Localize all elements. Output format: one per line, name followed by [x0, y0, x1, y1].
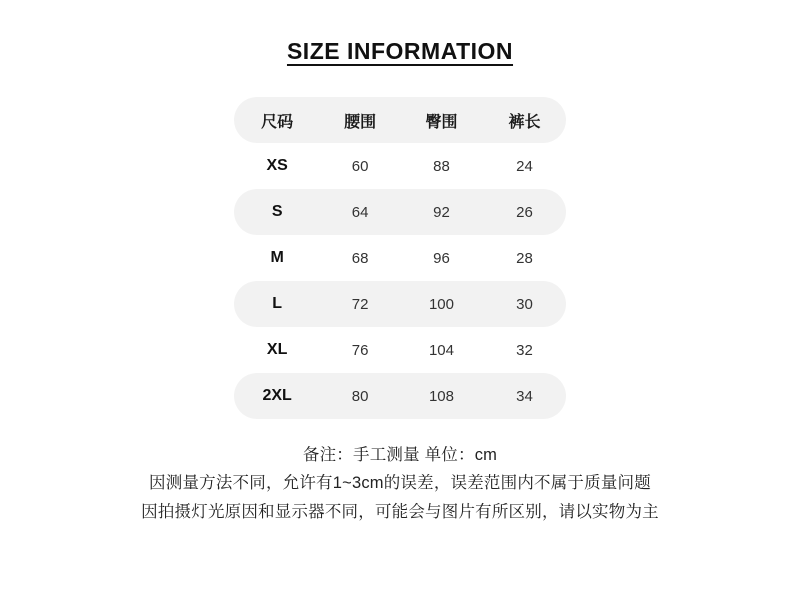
cell-hip: 88 — [433, 157, 450, 175]
table-header-row — [234, 97, 566, 143]
cell-size: XS — [266, 157, 288, 174]
cell-waist: 76 — [351, 341, 369, 359]
size-table-container — [234, 97, 566, 419]
cell-length: 32 — [516, 341, 533, 359]
column-header-hip: 臀围 — [425, 113, 458, 131]
cell-size: 2XL — [262, 387, 292, 404]
cell-size: XL — [266, 341, 288, 358]
cell-hip: 92 — [433, 203, 450, 221]
cell-length: 30 — [516, 295, 533, 313]
column-header-waist: 腰围 — [344, 113, 377, 131]
table-row — [234, 373, 566, 419]
cell-length: 26 — [516, 203, 533, 221]
cell-size: L — [272, 295, 283, 312]
cell-hip: 100 — [428, 295, 454, 313]
table-row — [234, 235, 566, 281]
cell-waist: 64 — [351, 203, 369, 221]
column-header-size: 尺码 — [261, 113, 294, 131]
note-measurement-unit: 备注：手工测量 单位：cm — [302, 446, 498, 464]
cell-waist: 68 — [351, 249, 369, 267]
notes-section — [0, 441, 800, 526]
cell-length: 34 — [516, 387, 533, 405]
note-tolerance: 因测量方法不同，允许有1~3cm的误差，误差范围内不属于质量问题 — [149, 474, 651, 493]
cell-hip: 108 — [428, 387, 454, 405]
note-color-difference: 因拍摄灯光原因和显示器不同，可能会与图片有所区别，请以实物为主 — [141, 502, 659, 521]
table-row — [234, 143, 566, 189]
cell-waist: 60 — [351, 157, 369, 175]
cell-waist: 80 — [351, 387, 369, 405]
cell-length: 28 — [516, 249, 533, 267]
page-title: SIZE INFORMATION — [286, 38, 514, 64]
cell-waist: 72 — [351, 295, 369, 313]
cell-size: M — [270, 249, 284, 266]
cell-length: 24 — [516, 157, 533, 175]
cell-hip: 96 — [433, 249, 450, 267]
table-row — [234, 189, 566, 235]
column-header-length: 裤长 — [508, 113, 541, 131]
table-row — [234, 327, 566, 373]
cell-hip: 104 — [428, 341, 454, 359]
size-table — [234, 97, 566, 419]
table-row — [234, 281, 566, 327]
cell-size: S — [271, 203, 283, 220]
